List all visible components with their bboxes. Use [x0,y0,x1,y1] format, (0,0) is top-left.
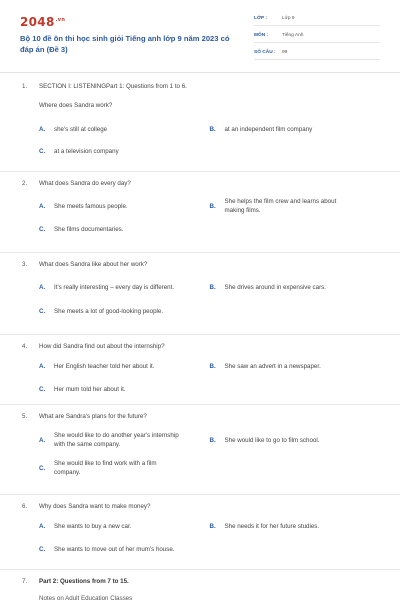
option-a[interactable]: A. She would like to do another year's internship with the same company. [39,432,179,448]
option-b[interactable]: B. She saw an advert in a newspaper. [209,362,321,370]
option-b[interactable]: B. at an independent film company [209,125,313,133]
document-meta [254,12,380,63]
site-logo[interactable]: $2048^{.vn}$ [20,15,66,29]
meta-question-count: SỐ CÂU : 99 [254,46,380,60]
option-c[interactable]: C. at a television company [39,147,119,155]
question-text: What are Sandra's plans for the future? [39,413,147,420]
question-4: 4. How did Sandra find out about the internship? A. Her English teacher told her about it. B. She saw an advert in a newspaper. C. Her mum told her about it. [0,335,400,405]
option-a[interactable]: A. She meets famous people. [39,202,128,210]
option-b[interactable]: B. She drives around in expensive cars. [209,283,326,291]
question-2: 2. What does Sandra do every day? A. She meets famous people. B. She helps the film crew and learns about making films. C. She films documentaries. [0,172,400,253]
option-a[interactable]: A. She wants to buy a new car. [39,522,132,530]
document-title: Bộ 10 đề ôn thi học sinh giỏi Tiếng anh lớp 9 năm 2023 có đáp án (Đề 3) [20,34,230,54]
question-list [0,80,400,600]
page-header [0,0,400,66]
question-5: 5. What are Sandra's plans for the future? A. She would like to do another year's internship with the same company. B. She would like to go to film school. C. She would like to find work with a film company. [0,405,400,495]
question-3: 3. What does Sandra like about her work? A. It's really interesting – every day is different. B. She drives around in expensive cars. C. She meets a lot of good-looking people. [0,253,400,335]
option-a[interactable]: A. It's really interesting – every day is different. [39,283,175,291]
option-a[interactable]: A. she's still at college [39,125,108,133]
question-1: 1. SECTION I: LISTENINGPart 1: Questions from 1 to 6. Where does Sandra work? A. she's still at college B. at an independent film company C. at a television company [0,80,400,172]
question-text: Why does Sandra want to make money? [39,503,151,510]
option-b[interactable]: B. She helps the film crew and learns about making films. [209,198,337,214]
option-c[interactable]: C. She meets a lot of good-looking people. [39,307,164,315]
question-prompt: Where does Sandra work? [39,102,113,109]
option-c[interactable]: C. She would like to find work with a film company. [39,460,157,476]
notes-heading: Notes on Adult Education Classes [39,595,133,600]
option-a[interactable]: A. Her English teacher told her about it. [39,362,155,370]
question-text: How did Sandra find out about the internship? [39,343,165,350]
option-c[interactable]: C. Her mum told her about it. [39,385,126,393]
option-b[interactable]: B. She would like to go to film school. [209,436,320,444]
question-text: What does Sandra do every day? [39,180,131,187]
option-c[interactable]: C. She films documentaries. [39,225,124,233]
option-b[interactable]: B. She needs it for her future studies. [209,522,320,530]
section-heading: Part 2: Questions from 7 to 15. [39,578,129,585]
header-divider [0,72,400,73]
question-6: 6. Why does Sandra want to make money? A. She wants to buy a new car. B. She needs it for her future studies. C. She wants to move out of her mum's house. [0,495,400,570]
question-text: What does Sandra like about her work? [39,261,148,268]
meta-subject: MÔN : Tiếng Anh [254,29,380,43]
option-c[interactable]: C. She wants to move out of her mum's house. [39,545,175,553]
question-7: 7. Part 2: Questions from 7 to 15. [0,570,400,600]
meta-class: LỚP : Lớp 9 [254,12,380,26]
question-text: SECTION I: LISTENINGPart 1: Questions from 1 to 6. [39,83,187,90]
